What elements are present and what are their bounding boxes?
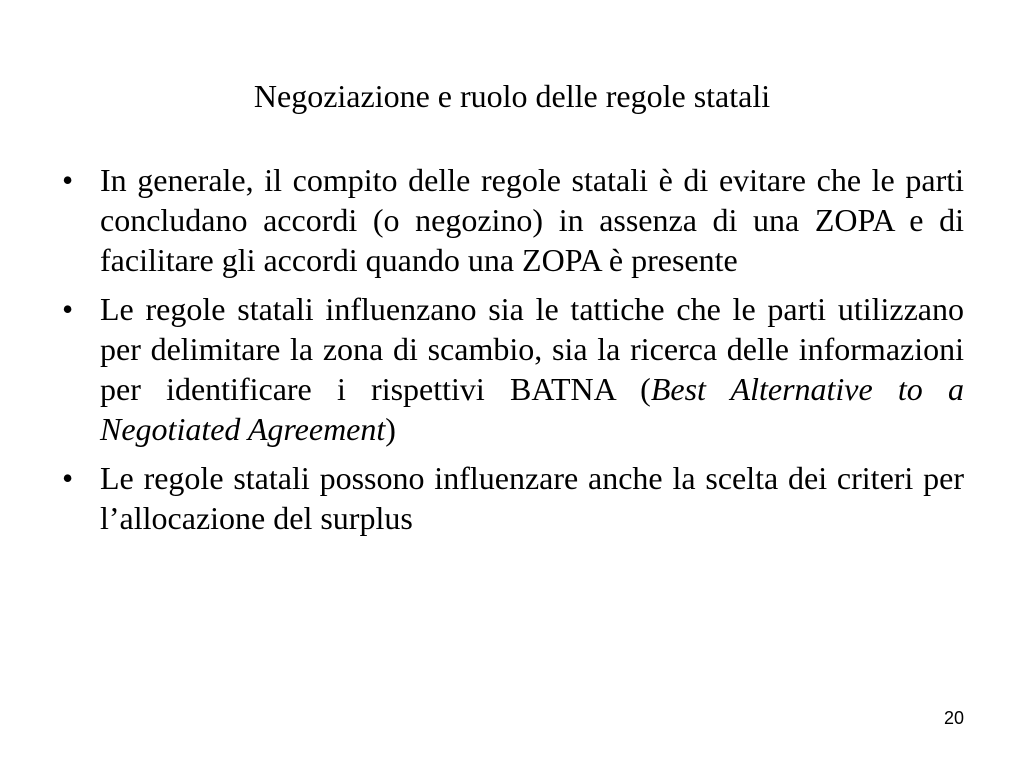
bullet-icon: • [62,291,74,327]
batna-definition: Best Alternative to a Negotiated Agreement [100,371,965,447]
bullet-icon: • [62,460,74,496]
bullet-text-2-end: ) [385,411,396,447]
slide-title: Negoziazione e ruolo delle regole statali [253,78,771,114]
bullet-item-3 [62,458,964,538]
bullet-text-2: Le regole statali influenzano sia le tattiche che le parti utilizzano per delimitare la zona di scambio, sia la ricerca delle informazioni per identificare i rispettivi BATNA ( [100,291,964,407]
bullet-list [62,160,964,547]
bullet-text-1: In generale, il compito delle regole statali è di evitare che le parti concludano accordi (o negozino) in assenza di una ZOPA e di facilitare gli accordi quando una ZOPA è presente [100,162,964,278]
bullet-item-1 [62,160,964,280]
page-number: 20 [943,708,964,728]
bullet-text-3: Le regole statali possono influenzare anche la scelta dei criteri per l’allocazione del surplus [100,460,964,536]
bullet-item-2 [62,289,964,449]
bullet-icon: • [62,162,74,198]
